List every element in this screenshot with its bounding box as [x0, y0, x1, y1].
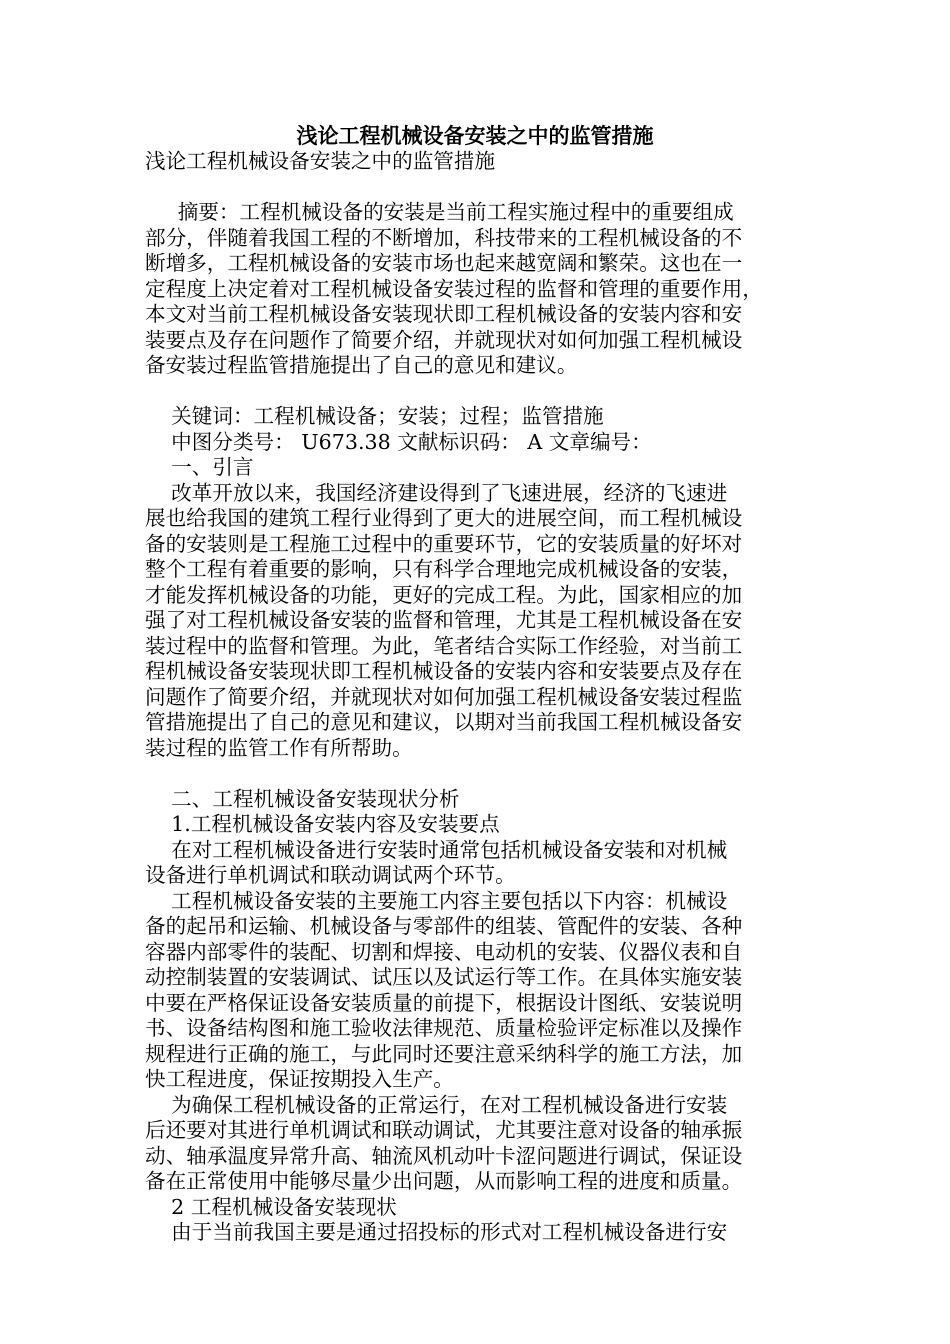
text-line: 本文对当前工程机械设备安装现状即工程机械设备的安装内容和安: [145, 302, 743, 326]
text-line: 中图分类号： U673.38 文献标识码： A 文章编号：: [145, 429, 652, 454]
text-line: 定程度上决定着对工程机械设备安装过程的监督和管理的重要作用，: [145, 276, 763, 301]
text-line: 一、引言: [145, 455, 254, 479]
text-line: 快工程进度，保证按期投入生产。: [145, 1067, 454, 1091]
text-line: 在对工程机械设备进行安装时通常包括机械设备安装和对机械: [145, 837, 728, 862]
text-line: 展也给我国的建筑工程行业得到了更大的进展空间，而工程机械设: [145, 506, 743, 530]
text-line: 装要点及存在问题作了简要介绍，并就现状对如何加强工程机械设: [145, 327, 743, 352]
text-line: 后还要对其进行单机调试和联动调试，尤其要注意对设备的轴承振: [145, 1118, 743, 1142]
text-line: 容器内部零件的装配、切割和焊接、电动机的安装、仪器仪表和自: [145, 939, 743, 964]
text-line: 动、轴承温度异常升高、轴流风机动叶卡涩问题进行调试，保证设: [145, 1143, 743, 1168]
text-line: 装过程中的监督和管理。为此，笔者结合实际工作经验，对当前工: [145, 633, 743, 658]
text-line: 问题作了简要介绍，并就现状对如何加强工程机械设备安装过程监: [145, 684, 743, 709]
text-line: 浅论工程机械设备安装之中的监管措施: [145, 149, 496, 173]
text-line: 才能发挥机械设备的功能，更好的完成工程。为此，国家相应的加: [145, 582, 743, 607]
text-line: 程机械设备安装现状即工程机械设备的安装内容和安装要点及存在: [145, 659, 743, 683]
text-line: 摘要：工程机械设备的安装是当前工程实施过程中的重要组成: [145, 200, 734, 224]
blank-line: [145, 761, 805, 787]
text-line: 为确保工程机械设备的正常运行，在对工程机械设备进行安装: [145, 1092, 728, 1117]
text-line: 二、工程机械设备安装现状分析: [145, 786, 460, 811]
text-line: 装过程的监管工作有所帮助。: [145, 735, 413, 760]
text-line: 备的起吊和运输、机械设备与零部件的组装、管配件的安装、各种: [145, 914, 743, 938]
text-line: 备的安装则是工程施工过程中的重要环节，它的安装质量的好坏对: [145, 531, 743, 556]
text-line: 改革开放以来，我国经济建设得到了飞速进展，经济的飞速进: [145, 480, 728, 505]
text-line: 管措施提出了自己的意见和建议，以期对当前我国工程机械设备安: [145, 710, 743, 734]
text-line: 工程机械设备安装的主要施工内容主要包括以下内容：机械设: [145, 888, 728, 913]
text-line: 动控制装置的安装调试、试压以及试运行等工作。在具体实施安装: [145, 965, 743, 989]
text-line: 1.工程机械设备安装内容及安装要点: [145, 812, 500, 836]
blank-line: [145, 175, 805, 201]
text-line: 由于当前我国主要是通过招投标的形式对工程机械设备进行安: [145, 1220, 728, 1244]
document-title: 浅论工程机械设备安装之中的监管措施: [296, 124, 654, 148]
document-body: [145, 149, 805, 1246]
text-line: 断增多，工程机械设备的安装市场也起来越宽阔和繁荣。这也在一: [145, 251, 743, 275]
text-line: 备在正常使用中能够尽量少出问题，从而影响工程的进度和质量。: [145, 1169, 743, 1193]
text-line: 2 工程机械设备安装现状: [145, 1194, 397, 1219]
text-line: 整个工程有着重要的影响，只有科学合理地完成机械设备的安装，: [145, 557, 743, 581]
text-line: 中要在严格保证设备安装质量的前提下，根据设计图纸、安装说明: [145, 990, 743, 1015]
text-line: 备安装过程监管措施提出了自己的意见和建议。: [145, 353, 578, 377]
text-line: 关键词：工程机械设备；安装；过程；监管措施: [145, 404, 604, 428]
text-line: 设备进行单机调试和联动调试两个环节。: [145, 863, 516, 887]
text-line: 部分，伴随着我国工程的不断增加，科技带来的工程机械设备的不: [145, 225, 743, 250]
text-line: 强了对工程机械设备安装的监督和管理，尤其是工程机械设备在安: [145, 608, 743, 632]
text-line: 书、设备结构图和施工验收法律规范、质量检验评定标准以及操作: [145, 1016, 743, 1040]
text-line: 规程进行正确的施工，与此同时还要注意采纳科学的施工方法，加: [145, 1041, 743, 1066]
blank-line: [145, 379, 805, 405]
